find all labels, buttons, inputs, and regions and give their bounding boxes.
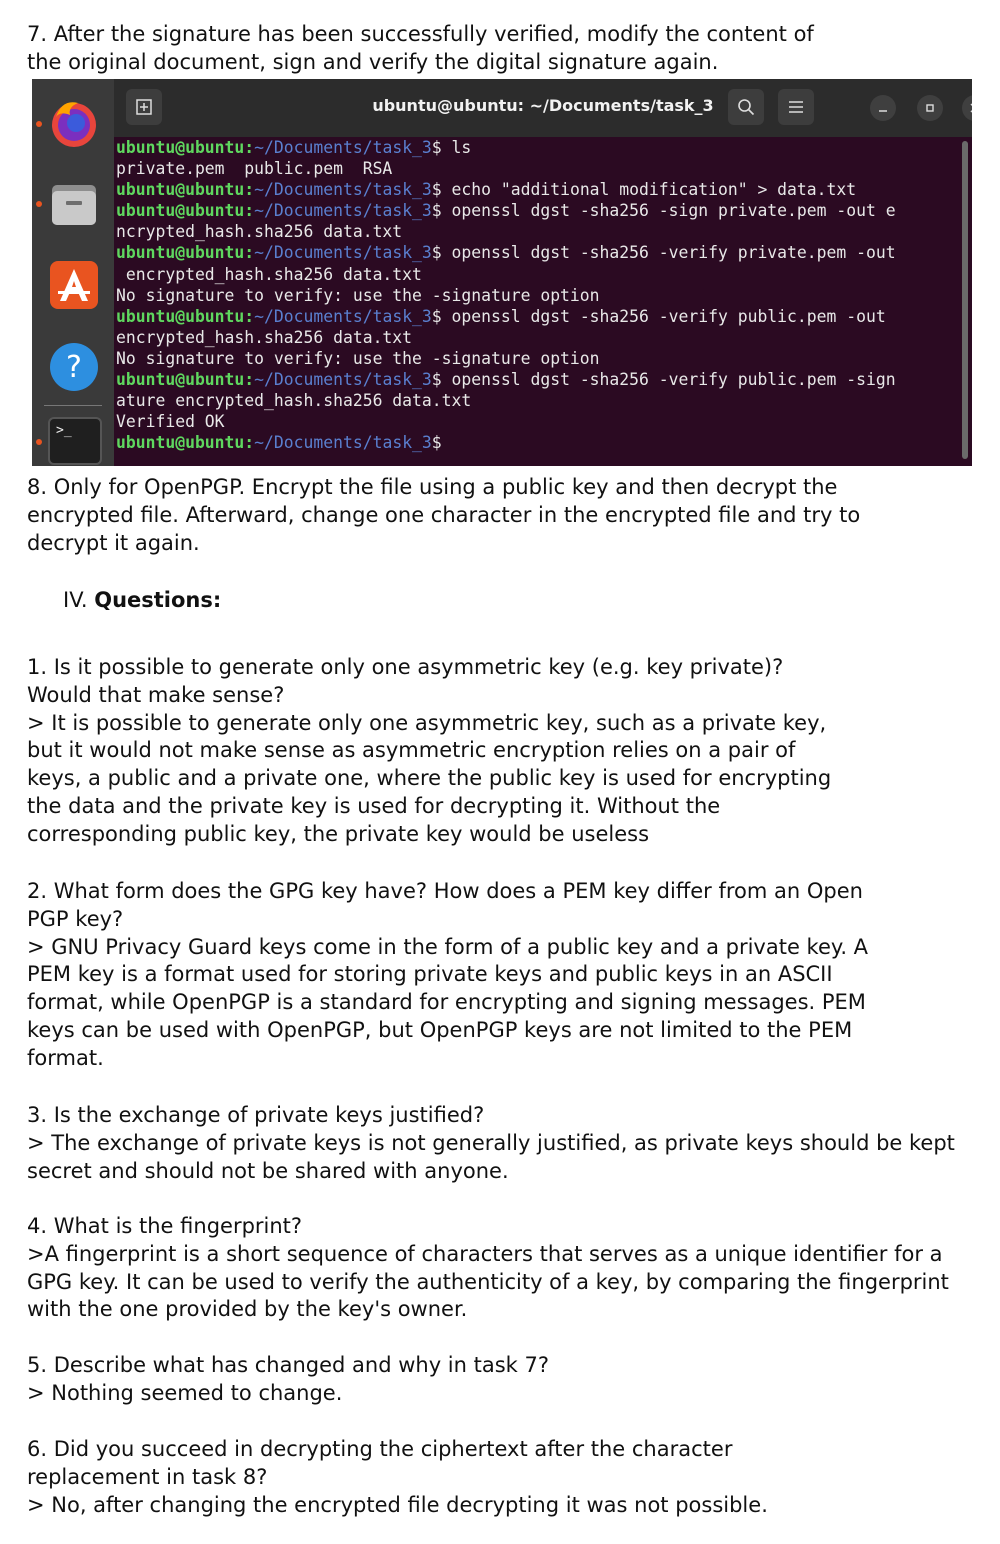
terminal-line bbox=[116, 306, 960, 327]
terminal-line bbox=[116, 221, 960, 242]
terminal-line bbox=[116, 285, 960, 306]
terminal-line-text: ature encrypted_hash.sha256 data.txt bbox=[116, 391, 472, 411]
terminal-screenshot bbox=[32, 79, 972, 466]
terminal-line-text: $ openssl dgst -sha256 -sign private.pem -out e bbox=[431, 201, 896, 221]
terminal-line-text: $ openssl dgst -sha256 -verify private.pem -out bbox=[431, 243, 896, 263]
minimize-icon[interactable] bbox=[870, 95, 896, 121]
prompt-colon: : bbox=[244, 138, 255, 157]
prompt-user-host: ubuntu@ubuntu bbox=[116, 243, 245, 263]
prompt-colon: : bbox=[244, 180, 255, 200]
ubuntu-dock bbox=[32, 79, 114, 466]
files-icon[interactable] bbox=[48, 179, 100, 231]
terminal-line bbox=[116, 390, 960, 411]
running-indicator bbox=[36, 201, 42, 207]
prompt-colon: : bbox=[244, 370, 255, 390]
question-4: 4. What is the fingerprint? >A fingerprint is a short sequence of characters that serves as a unique identifier for a GPG key. It can be used to verify the authenticity of a key, by comparing the fingerprint with the one provided by the key's owner. bbox=[27, 1214, 949, 1322]
question-1: 1. Is it possible to generate only one asymmetric key (e.g. key private)? Would that make sense? > It is possible to generate only one asymmetric key, such as a private key, but it would not make sense as asymmetric encryption relies on a pair of keys, a public and a private one, where the public key is used for encrypting the data and the private key is used for decrypting it. Without the corresponding public key, the private key would be useless bbox=[27, 655, 832, 846]
prompt-path: ~/Documents/task_3 bbox=[254, 243, 432, 263]
terminal-line bbox=[116, 242, 960, 263]
terminal-output[interactable] bbox=[114, 137, 960, 466]
terminal-line-text: $ echo "additional modification" > data.txt bbox=[431, 180, 857, 200]
question-5: 5. Describe what has changed and why in task 7? > Nothing seemed to change. bbox=[27, 1353, 550, 1405]
step-8-line-1: 8. Only for OpenPGP. Encrypt the file using a public key and then decrypt the bbox=[27, 475, 838, 499]
prompt-path: ~/Documents/task_3 bbox=[254, 306, 432, 326]
prompt-colon: : bbox=[244, 306, 255, 326]
question-6: 6. Did you succeed in decrypting the ciphertext after the character replacement in task 8? > No, after changing the encrypted file decrypting it was not possible. bbox=[27, 1437, 768, 1517]
terminal-line-text: private.pem public.pem RSA bbox=[116, 159, 393, 179]
prompt-path: ~/Documents/task_3 bbox=[254, 138, 432, 157]
app-center-icon[interactable] bbox=[48, 259, 100, 311]
firefox-icon[interactable] bbox=[48, 97, 100, 149]
prompt-path: ~/Documents/task_3 bbox=[254, 180, 432, 200]
step-7-line-1: 7. After the signature has been successfully verified, modify the content of bbox=[27, 22, 814, 46]
terminal-line bbox=[116, 200, 960, 221]
terminal-line bbox=[116, 158, 960, 179]
terminal-line bbox=[116, 348, 960, 369]
prompt-user-host: ubuntu@ubuntu bbox=[116, 433, 245, 453]
terminal-line bbox=[116, 264, 960, 285]
window-title: ubuntu@ubuntu: ~/Documents/task_3 bbox=[372, 96, 714, 115]
terminal-line-text: encrypted_hash.sha256 data.txt bbox=[116, 264, 422, 284]
terminal-line-text: $ openssl dgst -sha256 -verify public.pem -out bbox=[431, 306, 886, 326]
terminal-line-text: ncrypted_hash.sha256 data.txt bbox=[116, 222, 403, 242]
prompt-user-host: ubuntu@ubuntu bbox=[116, 180, 245, 200]
prompt-user-host: ubuntu@ubuntu bbox=[116, 138, 245, 157]
questions-heading bbox=[63, 586, 221, 614]
terminal-line bbox=[116, 432, 960, 453]
prompt-colon: : bbox=[244, 243, 255, 263]
terminal-line bbox=[116, 179, 960, 200]
running-indicator bbox=[36, 439, 42, 445]
terminal-line-text: encrypted_hash.sha256 data.txt bbox=[116, 327, 413, 347]
help-icon[interactable] bbox=[48, 341, 100, 393]
step-7-line-2: the original document, sign and verify the digital signature again. bbox=[27, 49, 719, 74]
terminal-line-text: $ openssl dgst -sha256 -verify public.pem -sign bbox=[431, 370, 896, 390]
terminal-line-text: Verified OK bbox=[116, 412, 225, 432]
prompt-path: ~/Documents/task_3 bbox=[254, 433, 432, 453]
step-8-text bbox=[27, 474, 860, 557]
question-3: 3. Is the exchange of private keys justified? > The exchange of private keys is not generally justified, as private keys should be kept secret and should not be shared with anyone. bbox=[27, 1103, 955, 1183]
running-indicator bbox=[36, 121, 42, 127]
question-2: 2. What form does the GPG key have? How does a PEM key differ from an Open PGP key? > GNU Privacy Guard keys come in the form of a public key and a private key. A PEM key is a format used for storing private keys and public keys in an ASCII format, while OpenPGP is a standard for encrypting and signing messages. PEM keys can be used with OpenPGP, but OpenPGP keys are not limited to the PEM format. bbox=[27, 879, 869, 1070]
prompt-user-host: ubuntu@ubuntu bbox=[116, 201, 245, 221]
search-icon[interactable] bbox=[728, 89, 764, 125]
prompt-colon: : bbox=[244, 433, 255, 453]
prompt-path: ~/Documents/task_3 bbox=[254, 201, 432, 221]
svg-text:?: ? bbox=[66, 350, 82, 385]
terminal-line bbox=[116, 137, 960, 158]
terminal-line bbox=[116, 411, 960, 432]
step-8-line-3: decrypt it again. bbox=[27, 530, 200, 555]
prompt-user-host: ubuntu@ubuntu bbox=[116, 306, 245, 326]
prompt-user-host: ubuntu@ubuntu bbox=[116, 370, 245, 390]
terminal-line bbox=[116, 327, 960, 348]
step-8-line-2: encrypted file. Afterward, change one character in the encrypted file and try to bbox=[27, 502, 861, 527]
prompt-colon: : bbox=[244, 201, 255, 221]
maximize-icon[interactable] bbox=[917, 95, 943, 121]
step-7-text bbox=[27, 21, 814, 77]
dock-separator bbox=[44, 405, 102, 406]
section-title: Questions: bbox=[94, 588, 222, 612]
terminal-scrollbar[interactable] bbox=[962, 141, 968, 459]
terminal-line bbox=[116, 369, 960, 390]
terminal-line-text: No signature to verify: use the -signature option bbox=[116, 348, 600, 368]
terminal-line-text: $ bbox=[431, 433, 442, 453]
terminal-line-text: No signature to verify: use the -signature option bbox=[116, 285, 600, 305]
terminal-line-text: $ ls bbox=[431, 138, 472, 157]
section-numeral: IV. bbox=[63, 588, 88, 612]
prompt-path: ~/Documents/task_3 bbox=[254, 370, 432, 390]
hamburger-menu-icon[interactable] bbox=[778, 89, 814, 125]
terminal-titlebar bbox=[114, 79, 972, 137]
terminal-app-icon[interactable]: >_ bbox=[48, 417, 102, 465]
